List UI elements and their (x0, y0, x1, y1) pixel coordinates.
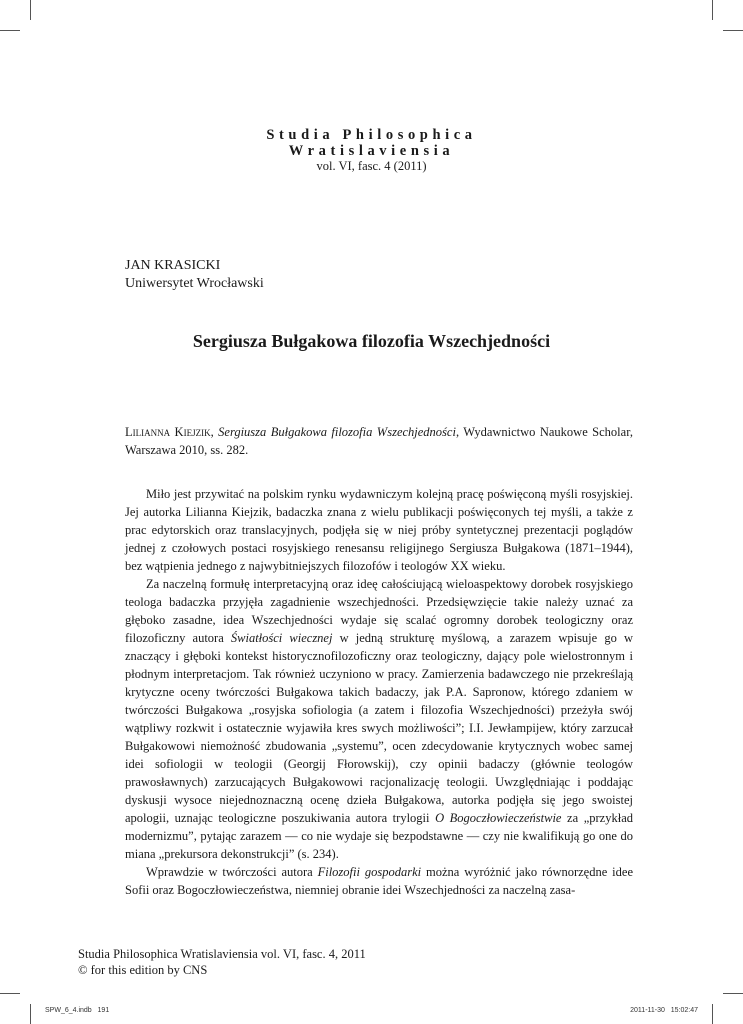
crop-mark-bottom-left-v (30, 1004, 31, 1024)
author-name: JAN KRASICKI (125, 258, 221, 273)
crop-mark-top-right-h (723, 30, 743, 31)
paragraph-2-italic-title-1: Światłości wiecznej (230, 631, 333, 645)
footer-journal-line: Studia Philosophica Wratislaviensia vol. VI, fasc. 4, 2011 (78, 947, 366, 961)
page-footer (78, 946, 366, 978)
footer-copyright-line: © for this edition by CNS (78, 963, 208, 977)
book-reference (125, 423, 633, 459)
author-affiliation: Uniwersytet Wrocławski (125, 276, 264, 291)
journal-header (0, 127, 743, 174)
journal-volume: vol. VI, fasc. 4 (2011) (316, 159, 427, 173)
print-slug-right: 2011-11-30 15:02:47 (630, 1007, 698, 1014)
paragraph-2-text-a: Za naczelną formułę interpretacyjną oraz ideę całościującą wieloaspektowy dorobek rosyjskiego teologa badaczka przyjęła zagadnienie wszechjedności. Przedsięwzięcie takie należy uznać za głęboko zasadne, idea Wszechjedności wydaje się scalać ogromny dorobek teologiczny oraz filozoficzny autora (125, 577, 633, 645)
print-slug-left: SPW_6_4.indb 191 (45, 1007, 110, 1014)
paragraph-1: Miło jest przywitać na polskim rynku wydawniczym kolejną pracę poświęconą myśli rosyjskiej. Jej autorka Lilianna Kiejzik, badaczka znana z wielu publikacji poświęconych tej myśli, a także z prac edytorskich oraz translacyjnych, podjęła się w niej próby syntetycznej prezentacji poglądów jednej z czołowych postaci rosyjskiego renesansu religijnego Sergiusza Bułgakowa (1871–1944), bez wątpienia jednego z najwybitniejszych filozofów i teologów XX wieku. (125, 487, 633, 573)
crop-mark-top-left-v (30, 0, 31, 20)
reference-details: , Wydawnictwo Naukowe Scholar, Warszawa 2010, ss. 282. (125, 425, 633, 457)
article-body (125, 485, 633, 899)
crop-mark-top-right-v (712, 0, 713, 20)
reference-separator: , (210, 425, 219, 439)
crop-mark-bottom-right-h (723, 993, 743, 994)
paragraph-2-text-c: za „przykład modernizmu”, pytając zarazem — co nie wydaje się bezpodstawne — czy nie kwalifikują go one do miana „prekursora dekonstrukcji” (s. 234). (125, 811, 633, 861)
paragraph-3-text-b: można wyróżnić jako równorzędne idee Sofii oraz Bogoczłowieczeństwa, niemniej obranie idei Wszechjedności za naczelną zasa- (125, 865, 633, 897)
paragraph-3-text-a: Wprawdzie w twórczości autora (146, 865, 318, 879)
paragraph-3-italic-title: Filozofii gospodarki (317, 865, 422, 879)
crop-mark-bottom-left-h (0, 993, 20, 994)
crop-mark-top-left-h (0, 30, 20, 31)
journal-name-line1: Studia Philosophica (266, 127, 477, 143)
reference-book-title: Sergiusza Bułgakowa filozofia Wszechjedności (218, 425, 456, 439)
reference-author: Lilianna Kiejzik (125, 425, 211, 439)
article-title: Sergiusza Bułgakowa filozofia Wszechjedności (192, 331, 551, 351)
journal-name-line2: Wratislaviensia (288, 143, 455, 159)
paragraph-2-text-b: w jedną strukturę myślową, a zarazem wpisuje go w znaczący i głęboki kontekst historycznofilozoficzny oraz teologiczny, dający pole wielostronnym i płodnym interpretacjom. Tak również uczyniono w pracy. Zamierzenia badawczego nie przekreślają krytyczne oceny twórczości Bułgakowa takich badaczy, jak P.A. Sapronow, którego zdaniem w twórczości Bułgakowa „rosyjska sofiologia (a zatem i filozofia Wszechjedności) przeżyła swój wątpliwy rozkwit i ostatecznie wyjawiła kres swych możliwości”; I.I. Jewłampijew, który zarzucał Bułgakowowi niemożność zbudowania „systemu”, ocen zdecydowanie krytycznych wobec samej idei sofiologii w teologii (Georgij Fłorowskij), czy opinii badaczy (głównie teologów prawosławnych) zarzucających Bułgakowowi racjonalizację teologii. Uwzględniając i poddając dyskusji wysoce niejednoznaczną ocenę dzieła Bułgakowa, autorka podjęła się jego swoistej apologii, uznając teologiczne poszukiwania autora trylogii (125, 631, 633, 825)
paragraph-2 (125, 575, 633, 863)
crop-mark-bottom-right-v (712, 1004, 713, 1024)
paragraph-2-italic-title-2: O Bogoczłowieczeństwie (435, 811, 562, 825)
paragraph-3 (125, 863, 633, 899)
author-block (125, 257, 264, 293)
